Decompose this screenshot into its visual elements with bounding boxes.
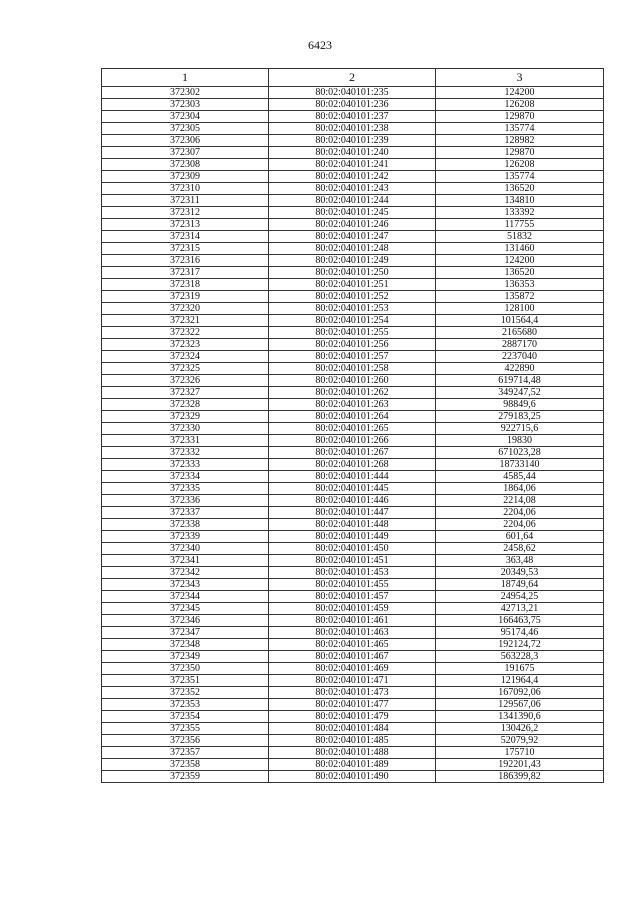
table-row xyxy=(102,87,604,99)
value-cell: 128100 xyxy=(436,303,604,315)
value-cell: 191675 xyxy=(436,663,604,675)
value-cell: 601,64 xyxy=(436,531,604,543)
value-cell: 101564,4 xyxy=(436,315,604,327)
value-cell: 135774 xyxy=(436,171,604,183)
row-number-cell: 372310 xyxy=(102,183,269,195)
value-cell: 167092,06 xyxy=(436,687,604,699)
cadastral-number-cell: 80:02:040101:490 xyxy=(269,771,436,783)
data-table-container xyxy=(101,68,603,783)
row-number-cell: 372355 xyxy=(102,723,269,735)
value-cell: 619714,48 xyxy=(436,375,604,387)
table-row xyxy=(102,627,604,639)
cadastral-number-cell: 80:02:040101:488 xyxy=(269,747,436,759)
row-number-cell: 372348 xyxy=(102,639,269,651)
value-cell: 130426,2 xyxy=(436,723,604,735)
cadastral-number-cell: 80:02:040101:479 xyxy=(269,711,436,723)
table-row xyxy=(102,519,604,531)
table-row xyxy=(102,531,604,543)
value-cell: 349247,52 xyxy=(436,387,604,399)
table-row xyxy=(102,699,604,711)
table-row xyxy=(102,111,604,123)
page-number: 6423 xyxy=(308,38,332,52)
value-cell: 129870 xyxy=(436,111,604,123)
table-row xyxy=(102,399,604,411)
row-number-cell: 372307 xyxy=(102,147,269,159)
value-cell: 2204,06 xyxy=(436,507,604,519)
cadastral-number-cell: 80:02:040101:256 xyxy=(269,339,436,351)
value-cell: 135774 xyxy=(436,123,604,135)
cadastral-number-cell: 80:02:040101:266 xyxy=(269,435,436,447)
table-row xyxy=(102,579,604,591)
row-number-cell: 372316 xyxy=(102,255,269,267)
cadastral-number-cell: 80:02:040101:448 xyxy=(269,519,436,531)
row-number-cell: 372326 xyxy=(102,375,269,387)
value-cell: 2214,08 xyxy=(436,495,604,507)
column-header-2: 2 xyxy=(269,69,436,87)
cadastral-number-cell: 80:02:040101:265 xyxy=(269,423,436,435)
cadastral-number-cell: 80:02:040101:264 xyxy=(269,411,436,423)
row-number-cell: 372324 xyxy=(102,351,269,363)
row-number-cell: 372331 xyxy=(102,435,269,447)
table-row xyxy=(102,735,604,747)
table-row xyxy=(102,279,604,291)
cadastral-number-cell: 80:02:040101:260 xyxy=(269,375,436,387)
row-number-cell: 372339 xyxy=(102,531,269,543)
table-row xyxy=(102,375,604,387)
value-cell: 922715,6 xyxy=(436,423,604,435)
value-cell: 51832 xyxy=(436,231,604,243)
row-number-cell: 372337 xyxy=(102,507,269,519)
value-cell: 186399,82 xyxy=(436,771,604,783)
table-row xyxy=(102,711,604,723)
row-number-cell: 372349 xyxy=(102,651,269,663)
row-number-cell: 372315 xyxy=(102,243,269,255)
table-row xyxy=(102,555,604,567)
cadastral-number-cell: 80:02:040101:449 xyxy=(269,531,436,543)
table-row xyxy=(102,243,604,255)
row-number-cell: 372328 xyxy=(102,399,269,411)
cadastral-number-cell: 80:02:040101:446 xyxy=(269,495,436,507)
cadastral-number-cell: 80:02:040101:457 xyxy=(269,591,436,603)
cadastral-number-cell: 80:02:040101:253 xyxy=(269,303,436,315)
table-row xyxy=(102,363,604,375)
table-row xyxy=(102,663,604,675)
cadastral-number-cell: 80:02:040101:445 xyxy=(269,483,436,495)
table-row xyxy=(102,255,604,267)
row-number-cell: 372320 xyxy=(102,303,269,315)
value-cell: 363,48 xyxy=(436,555,604,567)
table-header xyxy=(102,69,604,87)
value-cell: 2165680 xyxy=(436,327,604,339)
data-table xyxy=(101,68,604,783)
value-cell: 136353 xyxy=(436,279,604,291)
table-row xyxy=(102,651,604,663)
table-row xyxy=(102,183,604,195)
cadastral-number-cell: 80:02:040101:239 xyxy=(269,135,436,147)
table-row xyxy=(102,135,604,147)
value-cell: 136520 xyxy=(436,267,604,279)
row-number-cell: 372335 xyxy=(102,483,269,495)
row-number-cell: 372354 xyxy=(102,711,269,723)
row-number-cell: 372305 xyxy=(102,123,269,135)
row-number-cell: 372357 xyxy=(102,747,269,759)
cadastral-number-cell: 80:02:040101:241 xyxy=(269,159,436,171)
value-cell: 2237040 xyxy=(436,351,604,363)
value-cell: 136520 xyxy=(436,183,604,195)
table-row xyxy=(102,387,604,399)
column-header-1: 1 xyxy=(102,69,269,87)
table-row xyxy=(102,99,604,111)
row-number-cell: 372340 xyxy=(102,543,269,555)
value-cell: 135872 xyxy=(436,291,604,303)
table-body xyxy=(102,87,604,783)
table-row xyxy=(102,195,604,207)
row-number-cell: 372330 xyxy=(102,423,269,435)
cadastral-number-cell: 80:02:040101:250 xyxy=(269,267,436,279)
table-row xyxy=(102,483,604,495)
row-number-cell: 372311 xyxy=(102,195,269,207)
row-number-cell: 372321 xyxy=(102,315,269,327)
value-cell: 671023,28 xyxy=(436,447,604,459)
value-cell: 2458,62 xyxy=(436,543,604,555)
row-number-cell: 372353 xyxy=(102,699,269,711)
value-cell: 133392 xyxy=(436,207,604,219)
row-number-cell: 372350 xyxy=(102,663,269,675)
cadastral-number-cell: 80:02:040101:251 xyxy=(269,279,436,291)
row-number-cell: 372356 xyxy=(102,735,269,747)
row-number-cell: 372327 xyxy=(102,387,269,399)
value-cell: 1864,06 xyxy=(436,483,604,495)
value-cell: 131460 xyxy=(436,243,604,255)
cadastral-number-cell: 80:02:040101:459 xyxy=(269,603,436,615)
row-number-cell: 372345 xyxy=(102,603,269,615)
cadastral-number-cell: 80:02:040101:268 xyxy=(269,459,436,471)
cadastral-number-cell: 80:02:040101:237 xyxy=(269,111,436,123)
value-cell: 121964,4 xyxy=(436,675,604,687)
row-number-cell: 372308 xyxy=(102,159,269,171)
value-cell: 18749,64 xyxy=(436,579,604,591)
row-number-cell: 372352 xyxy=(102,687,269,699)
value-cell: 129567,06 xyxy=(436,699,604,711)
row-number-cell: 372325 xyxy=(102,363,269,375)
cadastral-number-cell: 80:02:040101:473 xyxy=(269,687,436,699)
table-row xyxy=(102,435,604,447)
value-cell: 126208 xyxy=(436,159,604,171)
cadastral-number-cell: 80:02:040101:489 xyxy=(269,759,436,771)
cadastral-number-cell: 80:02:040101:455 xyxy=(269,579,436,591)
value-cell: 24954,25 xyxy=(436,591,604,603)
table-row xyxy=(102,339,604,351)
value-cell: 124200 xyxy=(436,87,604,99)
row-number-cell: 372309 xyxy=(102,171,269,183)
row-number-cell: 372318 xyxy=(102,279,269,291)
table-row xyxy=(102,411,604,423)
table-row xyxy=(102,267,604,279)
row-number-cell: 372306 xyxy=(102,135,269,147)
value-cell: 129870 xyxy=(436,147,604,159)
cadastral-number-cell: 80:02:040101:258 xyxy=(269,363,436,375)
table-header-row xyxy=(102,69,604,87)
cadastral-number-cell: 80:02:040101:236 xyxy=(269,99,436,111)
value-cell: 166463,75 xyxy=(436,615,604,627)
value-cell: 175710 xyxy=(436,747,604,759)
value-cell: 95174,46 xyxy=(436,627,604,639)
row-number-cell: 372319 xyxy=(102,291,269,303)
row-number-cell: 372351 xyxy=(102,675,269,687)
value-cell: 422890 xyxy=(436,363,604,375)
table-row xyxy=(102,675,604,687)
cadastral-number-cell: 80:02:040101:257 xyxy=(269,351,436,363)
table-row xyxy=(102,351,604,363)
value-cell: 4585,44 xyxy=(436,471,604,483)
table-row xyxy=(102,495,604,507)
cadastral-number-cell: 80:02:040101:254 xyxy=(269,315,436,327)
cadastral-number-cell: 80:02:040101:255 xyxy=(269,327,436,339)
cadastral-number-cell: 80:02:040101:450 xyxy=(269,543,436,555)
table-row xyxy=(102,171,604,183)
cadastral-number-cell: 80:02:040101:248 xyxy=(269,243,436,255)
cadastral-number-cell: 80:02:040101:485 xyxy=(269,735,436,747)
value-cell: 20349,53 xyxy=(436,567,604,579)
table-row xyxy=(102,543,604,555)
cadastral-number-cell: 80:02:040101:249 xyxy=(269,255,436,267)
column-header-3: 3 xyxy=(436,69,604,87)
table-row xyxy=(102,303,604,315)
cadastral-number-cell: 80:02:040101:242 xyxy=(269,171,436,183)
cadastral-number-cell: 80:02:040101:465 xyxy=(269,639,436,651)
cadastral-number-cell: 80:02:040101:467 xyxy=(269,651,436,663)
row-number-cell: 372347 xyxy=(102,627,269,639)
row-number-cell: 372329 xyxy=(102,411,269,423)
cadastral-number-cell: 80:02:040101:245 xyxy=(269,207,436,219)
cadastral-number-cell: 80:02:040101:453 xyxy=(269,567,436,579)
cadastral-number-cell: 80:02:040101:238 xyxy=(269,123,436,135)
table-row xyxy=(102,315,604,327)
table-row xyxy=(102,447,604,459)
value-cell: 192201,43 xyxy=(436,759,604,771)
cadastral-number-cell: 80:02:040101:240 xyxy=(269,147,436,159)
table-row xyxy=(102,591,604,603)
cadastral-number-cell: 80:02:040101:447 xyxy=(269,507,436,519)
value-cell: 42713,21 xyxy=(436,603,604,615)
cadastral-number-cell: 80:02:040101:469 xyxy=(269,663,436,675)
value-cell: 117755 xyxy=(436,219,604,231)
table-row xyxy=(102,507,604,519)
table-row xyxy=(102,771,604,783)
table-row xyxy=(102,687,604,699)
cadastral-number-cell: 80:02:040101:444 xyxy=(269,471,436,483)
cadastral-number-cell: 80:02:040101:463 xyxy=(269,627,436,639)
row-number-cell: 372312 xyxy=(102,207,269,219)
value-cell: 18733140 xyxy=(436,459,604,471)
table-row xyxy=(102,159,604,171)
row-number-cell: 372336 xyxy=(102,495,269,507)
value-cell: 52079,92 xyxy=(436,735,604,747)
row-number-cell: 372303 xyxy=(102,99,269,111)
cadastral-number-cell: 80:02:040101:235 xyxy=(269,87,436,99)
table-row xyxy=(102,615,604,627)
row-number-cell: 372302 xyxy=(102,87,269,99)
row-number-cell: 372359 xyxy=(102,771,269,783)
table-row xyxy=(102,747,604,759)
table-row xyxy=(102,291,604,303)
cadastral-number-cell: 80:02:040101:246 xyxy=(269,219,436,231)
value-cell: 2887170 xyxy=(436,339,604,351)
value-cell: 126208 xyxy=(436,99,604,111)
table-row xyxy=(102,639,604,651)
row-number-cell: 372346 xyxy=(102,615,269,627)
table-row xyxy=(102,147,604,159)
row-number-cell: 372317 xyxy=(102,267,269,279)
table-row xyxy=(102,423,604,435)
row-number-cell: 372322 xyxy=(102,327,269,339)
row-number-cell: 372344 xyxy=(102,591,269,603)
table-row xyxy=(102,471,604,483)
cadastral-number-cell: 80:02:040101:451 xyxy=(269,555,436,567)
value-cell: 128982 xyxy=(436,135,604,147)
table-row xyxy=(102,207,604,219)
row-number-cell: 372333 xyxy=(102,459,269,471)
table-row xyxy=(102,759,604,771)
table-row xyxy=(102,123,604,135)
row-number-cell: 372341 xyxy=(102,555,269,567)
table-row xyxy=(102,603,604,615)
cadastral-number-cell: 80:02:040101:252 xyxy=(269,291,436,303)
value-cell: 2204,06 xyxy=(436,519,604,531)
value-cell: 19830 xyxy=(436,435,604,447)
row-number-cell: 372332 xyxy=(102,447,269,459)
row-number-cell: 372314 xyxy=(102,231,269,243)
table-row xyxy=(102,231,604,243)
row-number-cell: 372304 xyxy=(102,111,269,123)
row-number-cell: 372313 xyxy=(102,219,269,231)
cadastral-number-cell: 80:02:040101:267 xyxy=(269,447,436,459)
table-row xyxy=(102,459,604,471)
row-number-cell: 372323 xyxy=(102,339,269,351)
value-cell: 1341390,6 xyxy=(436,711,604,723)
table-row xyxy=(102,327,604,339)
table-row xyxy=(102,567,604,579)
cadastral-number-cell: 80:02:040101:461 xyxy=(269,615,436,627)
row-number-cell: 372334 xyxy=(102,471,269,483)
value-cell: 134810 xyxy=(436,195,604,207)
value-cell: 192124,72 xyxy=(436,639,604,651)
row-number-cell: 372358 xyxy=(102,759,269,771)
value-cell: 563228,3 xyxy=(436,651,604,663)
table-row xyxy=(102,219,604,231)
cadastral-number-cell: 80:02:040101:243 xyxy=(269,183,436,195)
value-cell: 279183,25 xyxy=(436,411,604,423)
cadastral-number-cell: 80:02:040101:244 xyxy=(269,195,436,207)
cadastral-number-cell: 80:02:040101:471 xyxy=(269,675,436,687)
cadastral-number-cell: 80:02:040101:484 xyxy=(269,723,436,735)
cadastral-number-cell: 80:02:040101:477 xyxy=(269,699,436,711)
value-cell: 124200 xyxy=(436,255,604,267)
cadastral-number-cell: 80:02:040101:263 xyxy=(269,399,436,411)
row-number-cell: 372342 xyxy=(102,567,269,579)
table-row xyxy=(102,723,604,735)
cadastral-number-cell: 80:02:040101:247 xyxy=(269,231,436,243)
row-number-cell: 372338 xyxy=(102,519,269,531)
value-cell: 98849,6 xyxy=(436,399,604,411)
cadastral-number-cell: 80:02:040101:262 xyxy=(269,387,436,399)
row-number-cell: 372343 xyxy=(102,579,269,591)
